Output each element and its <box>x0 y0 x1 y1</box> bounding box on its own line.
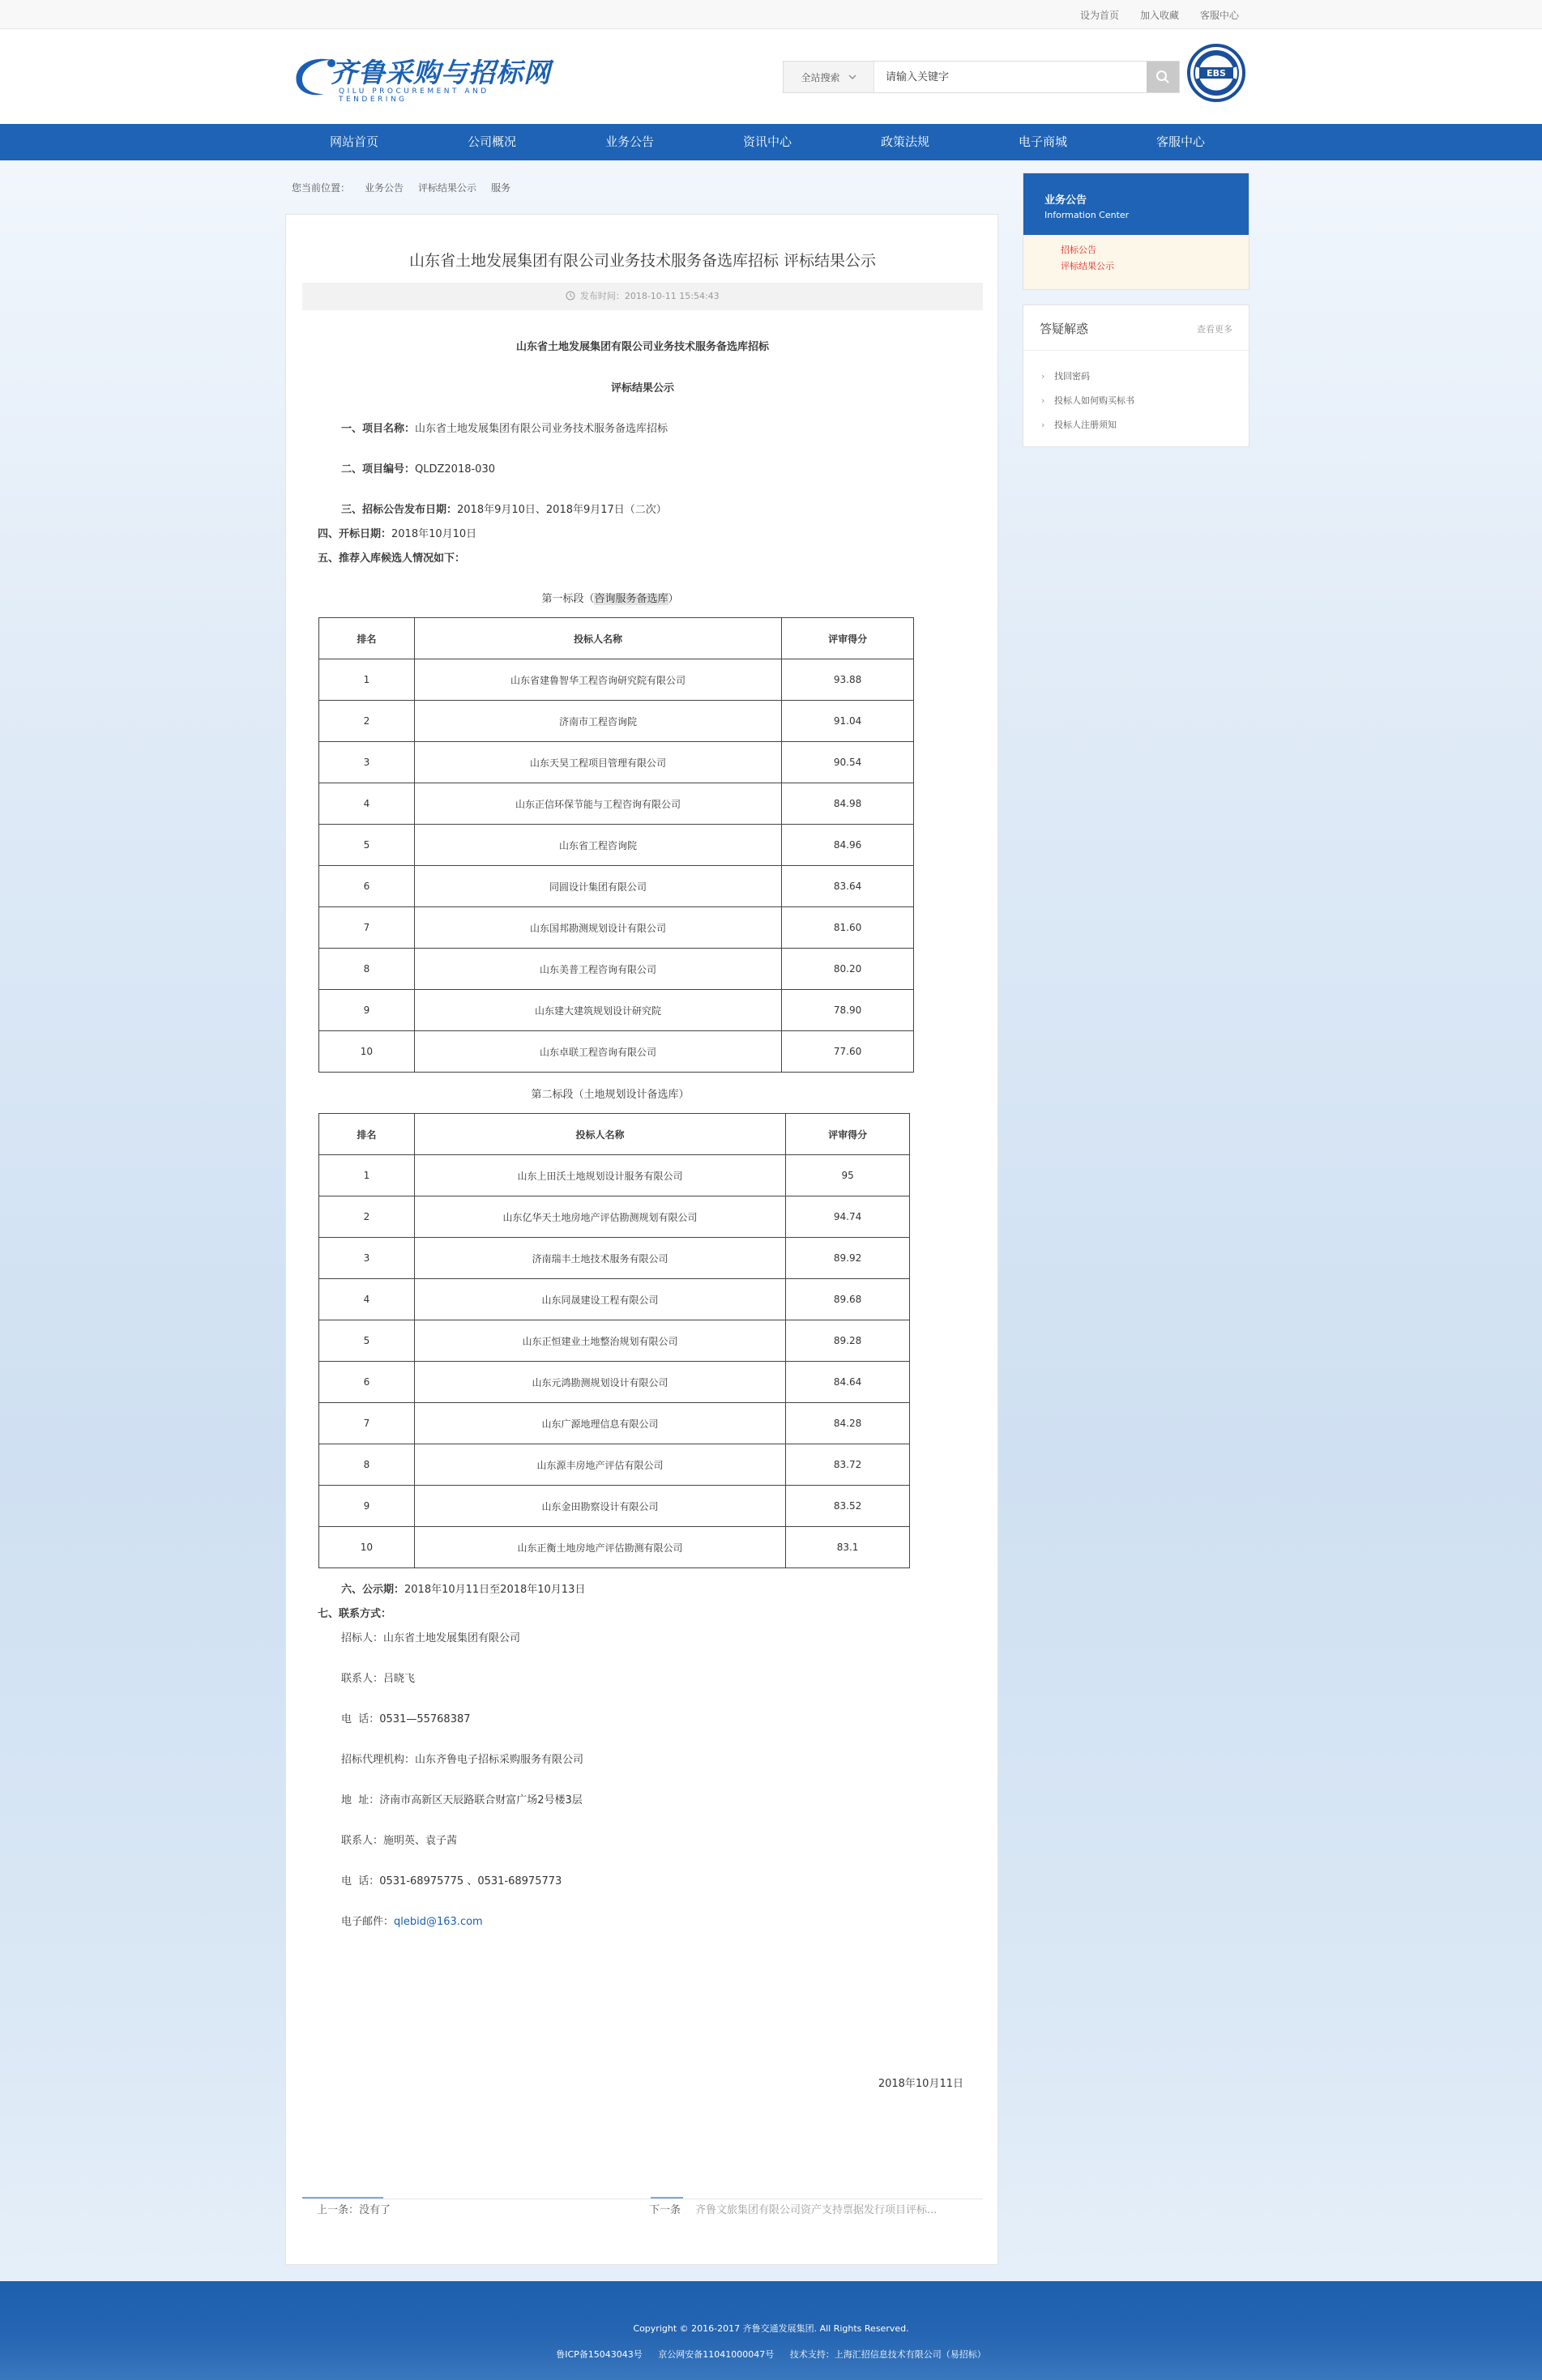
candidates-label: 五、推荐入库候选人情况如下： <box>318 552 466 565</box>
open-date-value: 2018年10月10日 <box>391 528 477 540</box>
footer-police[interactable]: 京公网安备11041000047号 <box>658 2349 775 2360</box>
rank-cell: 10 <box>319 1527 415 1568</box>
table-header-row <box>319 1114 910 1155</box>
nav-mall[interactable]: 电子商城 <box>1018 134 1067 149</box>
score-cell: 80.20 <box>782 949 914 990</box>
table-row <box>319 825 914 866</box>
table-row <box>319 1196 910 1238</box>
header <box>0 29 1542 124</box>
bidder-cell: 山东正信环保节能与工程咨询有限公司 <box>414 783 781 825</box>
top-bar <box>0 0 1542 29</box>
chevron-down-icon <box>848 75 856 80</box>
project-name-line <box>341 420 668 435</box>
score-cell: 84.98 <box>782 783 914 825</box>
nav-announcements[interactable]: 业务公告 <box>604 134 654 149</box>
contact-line: 电 话：0531—55768387 <box>341 1713 471 1725</box>
open-date-label: 四、开标日期： <box>318 528 392 540</box>
bidder-cell: 山东金田勘察设计有限公司 <box>414 1486 785 1527</box>
score-cell: 83.64 <box>782 866 914 907</box>
nav-company[interactable]: 公司概况 <box>467 134 516 149</box>
rank-cell: 3 <box>319 1238 415 1279</box>
search-icon <box>1155 70 1170 84</box>
score-cell: 83.52 <box>786 1486 910 1527</box>
nav-news[interactable]: 资讯中心 <box>742 134 792 149</box>
next-link[interactable]: 齐鲁文旅集团有限公司资产支持票据发行项目评标... <box>695 2204 938 2216</box>
bidder-cell: 济南瑞丰土地技术服务有限公司 <box>414 1238 785 1279</box>
sidebar-item-results[interactable]: 评标结果公示 <box>1061 261 1114 271</box>
rank-cell: 10 <box>319 1031 415 1073</box>
rank-cell: 3 <box>319 742 415 783</box>
bidder-cell: 山东国邦勘测规划设计有限公司 <box>414 907 781 949</box>
table-row <box>319 1320 910 1362</box>
footer-copyright: Copyright © 2016-2017 齐鲁交通发展集团. All Rights Reserved. <box>633 2323 909 2334</box>
set-homepage-link[interactable]: 设为首页 <box>1079 10 1119 21</box>
email-link[interactable]: qlebid@163.com <box>394 1916 483 1928</box>
ebs-badge-text: EBS <box>1207 68 1226 79</box>
rank-cell: 8 <box>319 1444 415 1486</box>
score-cell: 89.92 <box>786 1238 910 1279</box>
search-button[interactable] <box>1147 62 1179 92</box>
faq-item[interactable]: › 投标人如何购买标书 <box>1023 389 1249 413</box>
rank-cell: 7 <box>319 1403 415 1444</box>
sidebar-item-tender-notice[interactable]: 招标公告 <box>1061 245 1096 255</box>
next-label: 下一条 <box>649 2204 681 2216</box>
score-cell: 84.28 <box>786 1403 910 1444</box>
search-input[interactable] <box>874 62 1147 92</box>
search-bar <box>783 61 1180 93</box>
publish-time: 发布时间：2018-10-11 15:54:43 <box>579 291 720 301</box>
header-rank: 排名 <box>319 618 415 659</box>
chevron-right-icon: › <box>1041 395 1045 406</box>
sidebar-category-title: 业务公告 <box>1044 194 1087 207</box>
logo-title: 齐鲁采购与招标网 <box>331 57 551 88</box>
footer-info <box>0 2348 1542 2361</box>
project-name-label: 一、项目名称： <box>341 423 416 435</box>
ebs-badge-icon <box>1186 43 1246 103</box>
email-label: 电子邮件： <box>341 1916 395 1928</box>
table-row <box>319 1031 914 1073</box>
footer-icp[interactable]: 鲁ICP备15043043号 <box>556 2349 643 2360</box>
project-code-line <box>341 460 495 476</box>
sidebar-category-header <box>1023 173 1249 235</box>
table-row <box>319 1403 910 1444</box>
bidder-cell: 山东建大建筑规划设计研究院 <box>414 990 781 1031</box>
customer-service-link[interactable]: 客服中心 <box>1199 10 1239 21</box>
contact-line: 招标人：山东省土地发展集团有限公司 <box>341 1632 521 1644</box>
header-score: 评审得分 <box>782 618 914 659</box>
header-score: 评审得分 <box>786 1114 910 1155</box>
sidebar-faq-box <box>1023 305 1249 447</box>
score-cell: 83.1 <box>786 1527 910 1568</box>
breadcrumb-item-results[interactable]: 评标结果公示 <box>418 182 477 194</box>
prev-link[interactable]: 没有了 <box>359 2204 391 2216</box>
rank-cell: 4 <box>319 1279 415 1320</box>
table-row <box>319 866 914 907</box>
article-heading: 山东省土地发展集团有限公司业务技术服务备选库招标 <box>515 341 769 353</box>
project-code-value: QLDZ2018-030 <box>415 463 495 476</box>
bidder-cell: 山东卓联工程咨询有限公司 <box>414 1031 781 1073</box>
main-nav <box>0 124 1542 160</box>
candidates-line <box>318 549 465 565</box>
rank-cell: 9 <box>319 990 415 1031</box>
section1-title: 第一标段（咨询服务备选库） <box>541 593 679 605</box>
contact-line: 招标代理机构：山东齐鲁电子招标采购服务有限公司 <box>341 1754 584 1766</box>
bidder-cell: 山东省建鲁智华工程咨询研究院有限公司 <box>414 659 781 701</box>
score-cell: 89.28 <box>786 1320 910 1362</box>
project-code-label: 二、项目编号： <box>341 463 416 476</box>
table-row <box>319 1362 910 1403</box>
faq-title: 答疑解惑 <box>1040 322 1089 336</box>
sidebar-category-subtitle: Information Center <box>1044 210 1130 220</box>
faq-more-link[interactable]: 查看更多 <box>1197 324 1232 335</box>
divider <box>302 2197 383 2199</box>
breadcrumb <box>292 181 510 194</box>
table-row <box>319 949 914 990</box>
bidder-cell: 山东上田沃土地规划设计服务有限公司 <box>414 1155 785 1196</box>
breadcrumb-item-announcements[interactable]: 业务公告 <box>365 182 404 194</box>
table-row <box>319 1486 910 1527</box>
nav-service[interactable]: 客服中心 <box>1155 134 1205 149</box>
table-row <box>319 659 914 701</box>
score-cell: 78.90 <box>782 990 914 1031</box>
header-bidder: 投标人名称 <box>414 618 781 659</box>
search-category-select[interactable] <box>784 62 874 92</box>
section1-highlight: 咨询服务备选库 <box>594 593 668 605</box>
rank-cell: 5 <box>319 1320 415 1362</box>
result-table-1 <box>318 617 914 1073</box>
table-row <box>319 1279 910 1320</box>
prev-article <box>317 2201 391 2216</box>
score-cell: 84.96 <box>782 825 914 866</box>
rank-cell: 1 <box>319 1155 415 1196</box>
rank-cell: 8 <box>319 949 415 990</box>
contact-heading-line <box>318 1605 391 1620</box>
bidder-cell: 山东同晟建设工程有限公司 <box>414 1279 785 1320</box>
article-date: 2018年10月11日 <box>878 2078 963 2090</box>
contact-heading: 七、联系方式： <box>318 1608 392 1620</box>
rank-cell: 4 <box>319 783 415 825</box>
score-cell: 94.74 <box>786 1196 910 1238</box>
rank-cell: 6 <box>319 1362 415 1403</box>
rank-cell: 5 <box>319 825 415 866</box>
next-article <box>649 2201 937 2216</box>
publish-date-label: 三、招标公告发布日期： <box>341 504 458 516</box>
score-cell: 95 <box>786 1155 910 1196</box>
logo-subtitle: QILU PROCUREMENT AND TENDERING <box>339 87 489 104</box>
clock-icon <box>566 291 575 301</box>
open-date-line <box>318 525 476 540</box>
score-cell: 77.60 <box>782 1031 914 1073</box>
contact-line: 联系人：吕晓飞 <box>341 1673 416 1685</box>
footer-support: 技术支持：上海汇招信息技术有限公司（易招标） <box>789 2349 986 2360</box>
bidder-cell: 山东美普工程咨询有限公司 <box>414 949 781 990</box>
sidebar-category-box <box>1023 173 1249 290</box>
rank-cell: 7 <box>319 907 415 949</box>
article-title: 山东省土地发展集团有限公司业务技术服务备选库招标 评标结果公示 <box>408 252 877 270</box>
rank-cell: 6 <box>319 866 415 907</box>
bidder-cell: 同圆设计集团有限公司 <box>414 866 781 907</box>
rank-cell: 2 <box>319 1196 415 1238</box>
project-name-value: 山东省土地发展集团有限公司业务技术服务备选库招标 <box>415 423 668 435</box>
article-meta <box>302 283 983 310</box>
score-cell: 91.04 <box>782 701 914 742</box>
bidder-cell: 山东亿华天土地房地产评估勘测规划有限公司 <box>414 1196 785 1238</box>
table-row <box>319 1238 910 1279</box>
contact-line: 电 话：0531-68975775 、0531-68975773 <box>341 1875 562 1887</box>
result-table-2 <box>318 1113 910 1568</box>
contact-line: 地 址：济南市高新区天辰路联合财富广场2号楼3层 <box>341 1794 583 1806</box>
site-logo[interactable] <box>292 50 559 102</box>
bidder-cell: 山东省工程咨询院 <box>414 825 781 866</box>
score-cell: 90.54 <box>782 742 914 783</box>
score-cell: 93.88 <box>782 659 914 701</box>
bidder-cell: 济南市工程咨询院 <box>414 701 781 742</box>
nav-home[interactable]: 网站首页 <box>329 134 378 149</box>
chevron-right-icon: › <box>1041 371 1045 382</box>
prev-label: 上一条： <box>317 2204 360 2216</box>
score-cell: 84.64 <box>786 1362 910 1403</box>
table-row <box>319 701 914 742</box>
header-bidder: 投标人名称 <box>414 1114 785 1155</box>
chevron-right-icon: › <box>1041 420 1045 430</box>
rank-cell: 1 <box>319 659 415 701</box>
table-row <box>319 990 914 1031</box>
bidder-cell: 山东广源地理信息有限公司 <box>414 1403 785 1444</box>
bidder-cell: 山东元鸿勘测规划设计有限公司 <box>414 1362 785 1403</box>
publish-date-value: 2018年9月10日、2018年9月17日（二次） <box>457 504 667 516</box>
bidder-cell: 山东正恒建业土地整治规划有限公司 <box>414 1320 785 1362</box>
footer <box>0 2281 1542 2380</box>
bidder-cell: 山东源丰房地产评估有限公司 <box>414 1444 785 1486</box>
bidder-cell: 山东正衡土地房地产评估勘测有限公司 <box>414 1527 785 1568</box>
email-line <box>341 1913 483 1928</box>
publish-date-line <box>341 501 667 516</box>
add-favorite-link[interactable]: 加入收藏 <box>1139 10 1179 21</box>
table-row <box>319 742 914 783</box>
contact-line: 联系人：施明英、袁子茜 <box>341 1835 458 1847</box>
table-row <box>319 783 914 825</box>
breadcrumb-item-service[interactable]: 服务 <box>491 182 511 194</box>
section2-title: 第二标段（土地规划设计备选库） <box>531 1089 690 1101</box>
notice-period-value: 2018年10月11日至2018年10月13日 <box>404 1584 586 1596</box>
rank-cell: 9 <box>319 1486 415 1527</box>
top-links <box>1080 8 1239 22</box>
faq-item[interactable]: › 投标人注册须知 <box>1023 413 1249 437</box>
faq-item[interactable]: › 找回密码 <box>1023 365 1249 389</box>
divider <box>651 2197 683 2199</box>
breadcrumb-label: 您当前位置： <box>292 182 351 194</box>
header-rank: 排名 <box>319 1114 415 1155</box>
article-panel <box>285 214 998 2265</box>
notice-period-line <box>341 1580 585 1596</box>
table-row <box>319 907 914 949</box>
score-cell: 83.72 <box>786 1444 910 1486</box>
table-row <box>319 1527 910 1568</box>
table-row <box>319 1444 910 1486</box>
bidder-cell: 山东天昊工程项目管理有限公司 <box>414 742 781 783</box>
score-cell: 81.60 <box>782 907 914 949</box>
notice-period-label: 六、公示期： <box>341 1584 405 1596</box>
article-subheading: 评标结果公示 <box>610 382 674 395</box>
search-category-label: 全站搜索 <box>801 71 840 83</box>
table-header-row <box>319 618 914 659</box>
rank-cell: 2 <box>319 701 415 742</box>
score-cell: 89.68 <box>786 1279 910 1320</box>
nav-policy[interactable]: 政策法规 <box>880 134 929 149</box>
table-row <box>319 1155 910 1196</box>
